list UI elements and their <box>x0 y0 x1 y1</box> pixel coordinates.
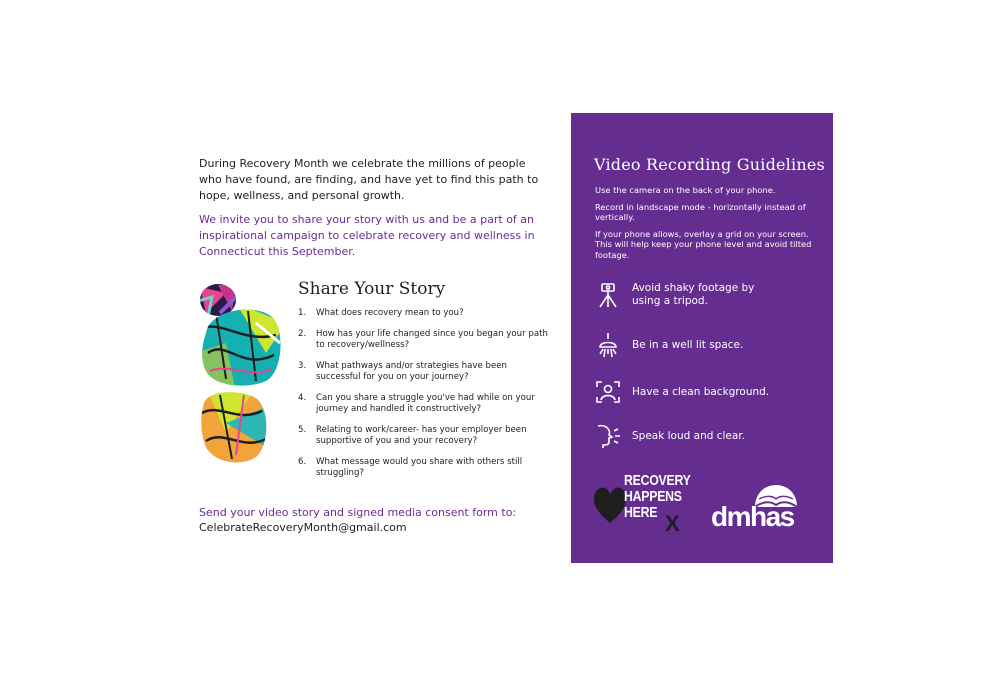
guideline-item: Record in landscape mode - horizontally instead of vertically. <box>595 201 806 222</box>
dmhas-wordmark: dmhas <box>711 501 794 532</box>
decorative-blobs-art <box>196 283 286 468</box>
tip-text: Have a clean background. <box>632 385 770 398</box>
rhh-wordmark <box>624 473 691 521</box>
tip-lighting <box>595 332 743 358</box>
share-story-title: Share Your Story <box>298 279 446 299</box>
submission-label: Send your video story and signed media consent form to: <box>199 506 517 519</box>
lamp-icon <box>595 332 621 358</box>
guidelines-title: Video Recording Guidelines <box>594 155 825 174</box>
question-list <box>298 308 554 479</box>
question-number: 2. <box>298 329 307 339</box>
question-number: 1. <box>298 308 307 318</box>
question-text: How has your life changed since you began your path to recovery/wellness? <box>316 329 548 350</box>
guideline-item: If your phone allows, overlay a grid on your screen. This will help keep your phone level and avoid tilted footage. <box>595 228 812 260</box>
question-item <box>298 308 554 319</box>
heart-icon <box>593 485 627 525</box>
speaking-head-icon <box>595 423 621 449</box>
question-text: Relating to work/career- has your employer been supportive of you and your recovery? <box>316 425 527 446</box>
question-item <box>298 329 554 351</box>
tip-speak <box>595 423 745 449</box>
rhh-line: HAPPENS <box>624 488 682 505</box>
tip-text: Speak loud and clear. <box>632 429 746 442</box>
tip-tripod <box>595 282 762 308</box>
question-text: What pathways and/or strategies have been successful for you on your journey? <box>316 361 507 382</box>
tip-text: Avoid shaky footage by using a tripod. <box>632 282 755 307</box>
guidelines-list <box>595 185 817 266</box>
tip-text: Be in a well lit space. <box>632 338 744 351</box>
question-number: 5. <box>298 425 307 435</box>
rhh-line: RECOVERY <box>624 472 691 489</box>
question-text: What message would you share with others still struggling? <box>316 457 523 478</box>
rhh-x-mark: X <box>665 511 680 536</box>
portrait-frame-icon <box>595 379 621 405</box>
question-number: 3. <box>298 361 307 371</box>
tripod-icon <box>595 282 621 308</box>
invite-paragraph: We invite you to share your story with us and be a part of an inspirational campaign to celebrate recovery and wellness in Connecticut this September. <box>199 213 535 258</box>
question-text: Can you share a struggle you've had while on your journey and handled it constructively? <box>316 393 535 414</box>
recovery-happens-here-logo <box>593 473 703 543</box>
question-text: What does recovery mean to you? <box>316 308 464 318</box>
submission-info <box>199 505 549 535</box>
question-number: 6. <box>298 457 307 467</box>
tip-background <box>595 379 769 405</box>
question-number: 4. <box>298 393 307 403</box>
share-story-section <box>298 279 554 489</box>
guidelines-panel <box>571 113 833 563</box>
question-item <box>298 457 554 479</box>
intro-section <box>199 156 549 268</box>
guideline-item: Use the camera on the back of your phone. <box>595 185 776 195</box>
submission-email-link[interactable]: CelebrateRecoveryMonth@gmail.com <box>199 521 407 534</box>
rhh-line: HERE <box>624 504 658 521</box>
blob-middle <box>196 303 286 393</box>
blob-bottom <box>196 383 276 468</box>
question-item <box>298 425 554 447</box>
question-item <box>298 361 554 383</box>
dmhas-logo <box>711 483 801 535</box>
intro-paragraph: During Recovery Month we celebrate the millions of people who have found, are finding, and have yet to find this path to hope, wellness, and personal growth. <box>199 157 539 202</box>
question-item <box>298 393 554 415</box>
